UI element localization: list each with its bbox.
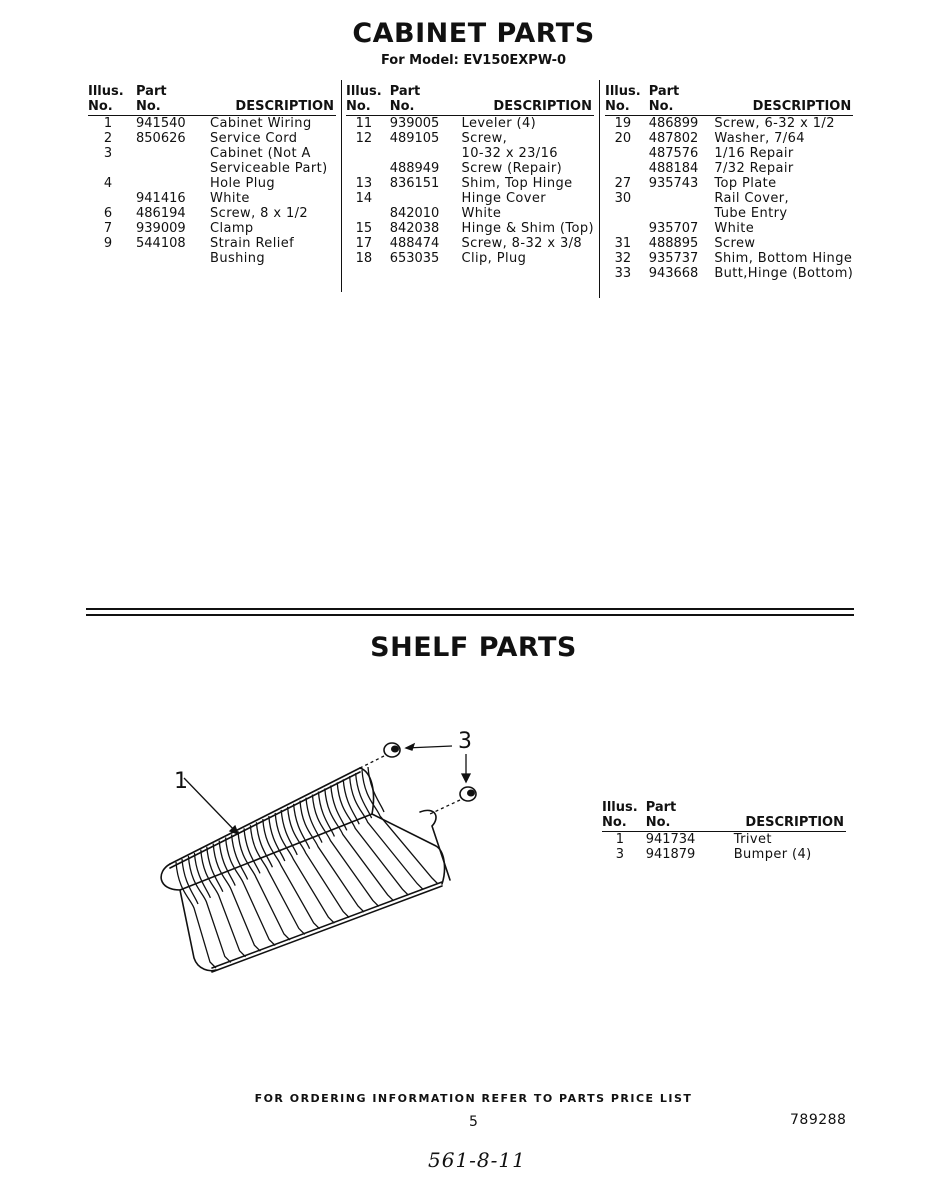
header-part-no: No.: [641, 99, 699, 116]
header-description: DESCRIPTION: [446, 99, 594, 116]
part-description: Screw, 8-32 x 3/8: [461, 236, 583, 251]
illus-number: [346, 146, 382, 161]
table-row: [346, 176, 594, 191]
part-description: Screw, 8 x 1/2: [210, 206, 309, 221]
handwritten-note: 561-8-11: [428, 1148, 526, 1172]
header-description: DESCRIPTION: [194, 99, 336, 116]
illus-number: [605, 221, 641, 236]
part-number: 941879: [645, 847, 696, 862]
table-row: [605, 251, 853, 266]
illus-number: 18: [355, 251, 373, 266]
table-row: [346, 206, 594, 221]
part-number: 941734: [645, 832, 696, 847]
part-description: Hinge Cover: [461, 191, 547, 206]
callout-3-arrow-upper: [406, 744, 414, 750]
header-description: DESCRIPTION: [698, 99, 853, 116]
document-number: 789288: [790, 1112, 847, 1128]
header-illus: Illus.: [602, 800, 638, 815]
callout-3-label: 3: [458, 729, 472, 754]
part-description: Leveler (4): [461, 116, 537, 131]
part-description: Bumper (4): [733, 847, 812, 862]
header-part-no: No.: [638, 815, 718, 832]
part-description: Screw (Repair): [461, 161, 563, 176]
trivet-wire: [368, 767, 384, 812]
illus-number: 4: [103, 176, 113, 191]
part-description: 1/16 Repair: [714, 146, 794, 161]
part-number: 487576: [648, 146, 699, 161]
header-part: Part: [648, 84, 680, 99]
part-number: [128, 176, 194, 191]
part-number: 935707: [648, 221, 699, 236]
part-number: 486194: [136, 206, 186, 221]
table-row: [88, 251, 336, 266]
table-row: [605, 266, 853, 281]
shelf-rows: [602, 832, 846, 863]
part-number: 487802: [648, 131, 699, 146]
table-row: [88, 146, 336, 161]
part-number: 488895: [648, 236, 699, 251]
callout-1-label: 1: [174, 769, 188, 794]
trivet-wire-loops: [176, 767, 438, 968]
illus-number: [605, 146, 641, 161]
part-number: 488474: [389, 236, 440, 251]
header-illus: Illus.: [605, 84, 641, 99]
part-number: [641, 206, 699, 221]
part-number: 842010: [389, 206, 440, 221]
table-row: [346, 146, 594, 161]
illus-number: 11: [355, 116, 373, 131]
part-description: Washer, 7/64: [714, 131, 805, 146]
part-number: 935737: [648, 251, 699, 266]
bumper-upper-path: [360, 756, 384, 768]
illus-number: 17: [355, 236, 373, 251]
part-number: 935743: [648, 176, 699, 191]
table-row: [605, 206, 853, 221]
part-description: Hole Plug: [210, 176, 276, 191]
table-row: [346, 191, 594, 206]
callout-1-leader: [184, 778, 238, 834]
illus-number: [88, 161, 128, 176]
part-description: 10-32 x 23/16: [461, 146, 558, 161]
cabinet-parts-table-2: [346, 84, 594, 266]
table-row: [346, 251, 594, 266]
bumper-lower: [460, 787, 476, 801]
part-number: 941416: [136, 191, 186, 206]
trivet-front-rail-inner: [212, 886, 442, 972]
header-illus: Illus.: [88, 84, 124, 99]
table-row: [602, 847, 846, 862]
page-number: 5: [469, 1114, 478, 1130]
table-row: [605, 191, 853, 206]
part-number: 486899: [648, 116, 699, 131]
shelf-parts-title: SHELF PARTS: [370, 632, 577, 663]
part-description: 7/32 Repair: [714, 161, 794, 176]
table-row: [346, 116, 594, 132]
table-row: [88, 131, 336, 146]
table-row: [88, 191, 336, 206]
part-description: Bushing: [210, 251, 266, 266]
trivet-wire: [350, 776, 424, 889]
table-row: [88, 161, 336, 176]
section-divider-top: [86, 608, 854, 610]
header-illus: Illus.: [346, 84, 382, 99]
illus-number: 1: [615, 832, 624, 847]
table-row: [602, 832, 846, 848]
part-number: [128, 251, 194, 266]
table-row: [346, 131, 594, 146]
section-divider-bottom: [86, 614, 854, 616]
illus-number: 1: [103, 116, 113, 131]
part-number: 544108: [136, 236, 186, 251]
part-number: 653035: [389, 251, 440, 266]
table-row: [605, 221, 853, 236]
illus-number: 32: [614, 251, 632, 266]
table-row: [88, 221, 336, 236]
illus-number: 31: [614, 236, 632, 251]
header-illus-no: No.: [605, 99, 641, 116]
illus-number: 3: [615, 847, 624, 862]
illus-number: [605, 206, 641, 221]
part-description: Shim, Bottom Hinge: [714, 251, 853, 266]
illus-number: [346, 161, 382, 176]
part-description: Screw: [714, 236, 756, 251]
table-row: [605, 146, 853, 161]
part-number: [641, 191, 699, 206]
part-number: [128, 146, 194, 161]
header-illus-no: No.: [602, 815, 638, 832]
table-row: [346, 161, 594, 176]
part-description: Hinge & Shim (Top): [461, 221, 594, 236]
part-number: 836151: [389, 176, 440, 191]
part-description: White: [210, 191, 250, 206]
part-number: 842038: [389, 221, 440, 236]
header-illus-no: No.: [346, 99, 382, 116]
parts-rows: [605, 116, 853, 282]
part-number: 939005: [389, 116, 440, 131]
illus-number: [88, 191, 128, 206]
part-description: Cabinet Wiring: [210, 116, 312, 131]
part-description: Rail Cover,: [714, 191, 789, 206]
illus-number: 15: [355, 221, 373, 236]
part-description: Clamp: [210, 221, 254, 236]
model-line: For Model: EV150EXPW-0: [380, 53, 567, 68]
illus-number: 9: [103, 236, 113, 251]
column-divider: [341, 80, 342, 292]
column-divider: [599, 80, 600, 298]
table-row: [605, 236, 853, 251]
illus-number: 7: [103, 221, 113, 236]
part-description: Screw,: [461, 131, 508, 146]
callout-3-arrow-lower: [462, 774, 470, 782]
part-description: Trivet: [733, 832, 772, 847]
part-description: Cabinet (Not A: [210, 146, 311, 161]
table-row: [346, 221, 594, 236]
illus-number: 27: [614, 176, 632, 191]
table-row: [88, 236, 336, 251]
trivet-illustration: [150, 722, 510, 1022]
table-row: [88, 206, 336, 221]
part-description: White: [714, 221, 755, 236]
table-row: [88, 176, 336, 191]
cabinet-parts-table-1: [88, 84, 336, 266]
part-description: Top Plate: [714, 176, 777, 191]
header-part: Part: [645, 800, 677, 815]
illus-number: 14: [355, 191, 373, 206]
illus-number: [346, 206, 382, 221]
part-description: Serviceable Part): [210, 161, 328, 176]
parts-rows: [88, 116, 336, 267]
header-description: DESCRIPTION: [718, 815, 846, 832]
part-number: 943668: [648, 266, 699, 281]
part-number: [382, 146, 446, 161]
cabinet-parts-title: CABINET PARTS: [352, 18, 595, 49]
table-row: [346, 236, 594, 251]
illus-number: [605, 161, 641, 176]
header-part: Part: [389, 84, 421, 99]
table-row: [88, 116, 336, 132]
part-number: 488949: [389, 161, 440, 176]
header-part: Part: [136, 84, 167, 99]
ordering-note: FOR ORDERING INFORMATION REFER TO PARTS PRICE LIST: [254, 1092, 693, 1105]
illus-number: 19: [614, 116, 632, 131]
header-part-no: No.: [382, 99, 446, 116]
part-number: [382, 191, 446, 206]
part-description: Tube Entry: [714, 206, 788, 221]
part-number: 939009: [136, 221, 186, 236]
part-description: Service Cord: [210, 131, 298, 146]
bumper-upper: [384, 743, 400, 757]
part-number: 941540: [136, 116, 186, 131]
trivet-wire: [250, 825, 304, 934]
illus-number: 6: [103, 206, 113, 221]
header-illus-no: No.: [88, 99, 128, 116]
shelf-parts-table: [602, 800, 846, 862]
table-row: [605, 176, 853, 191]
illus-number: 2: [103, 131, 113, 146]
illus-number: 13: [355, 176, 373, 191]
table-row: [605, 116, 853, 132]
part-description: Clip, Plug: [461, 251, 527, 266]
part-number: 489105: [389, 131, 440, 146]
part-description: Butt,Hinge (Bottom): [714, 266, 854, 281]
part-number: 850626: [136, 131, 186, 146]
parts-rows: [346, 116, 594, 267]
part-description: White: [461, 206, 502, 221]
part-description: Strain Relief: [210, 236, 295, 251]
illus-number: 33: [614, 266, 632, 281]
cabinet-parts-table-3: [605, 84, 853, 281]
part-description: Shim, Top Hinge: [461, 176, 573, 191]
table-row: [605, 161, 853, 176]
illus-number: 20: [614, 131, 632, 146]
illus-number: 12: [355, 131, 373, 146]
table-row: [605, 131, 853, 146]
part-number: 488184: [648, 161, 699, 176]
illus-number: 30: [614, 191, 632, 206]
header-part-no: No.: [128, 99, 194, 116]
illus-number: 3: [103, 146, 113, 161]
part-number: [128, 161, 194, 176]
illus-number: [88, 251, 128, 266]
part-description: Screw, 6-32 x 1/2: [714, 116, 835, 131]
